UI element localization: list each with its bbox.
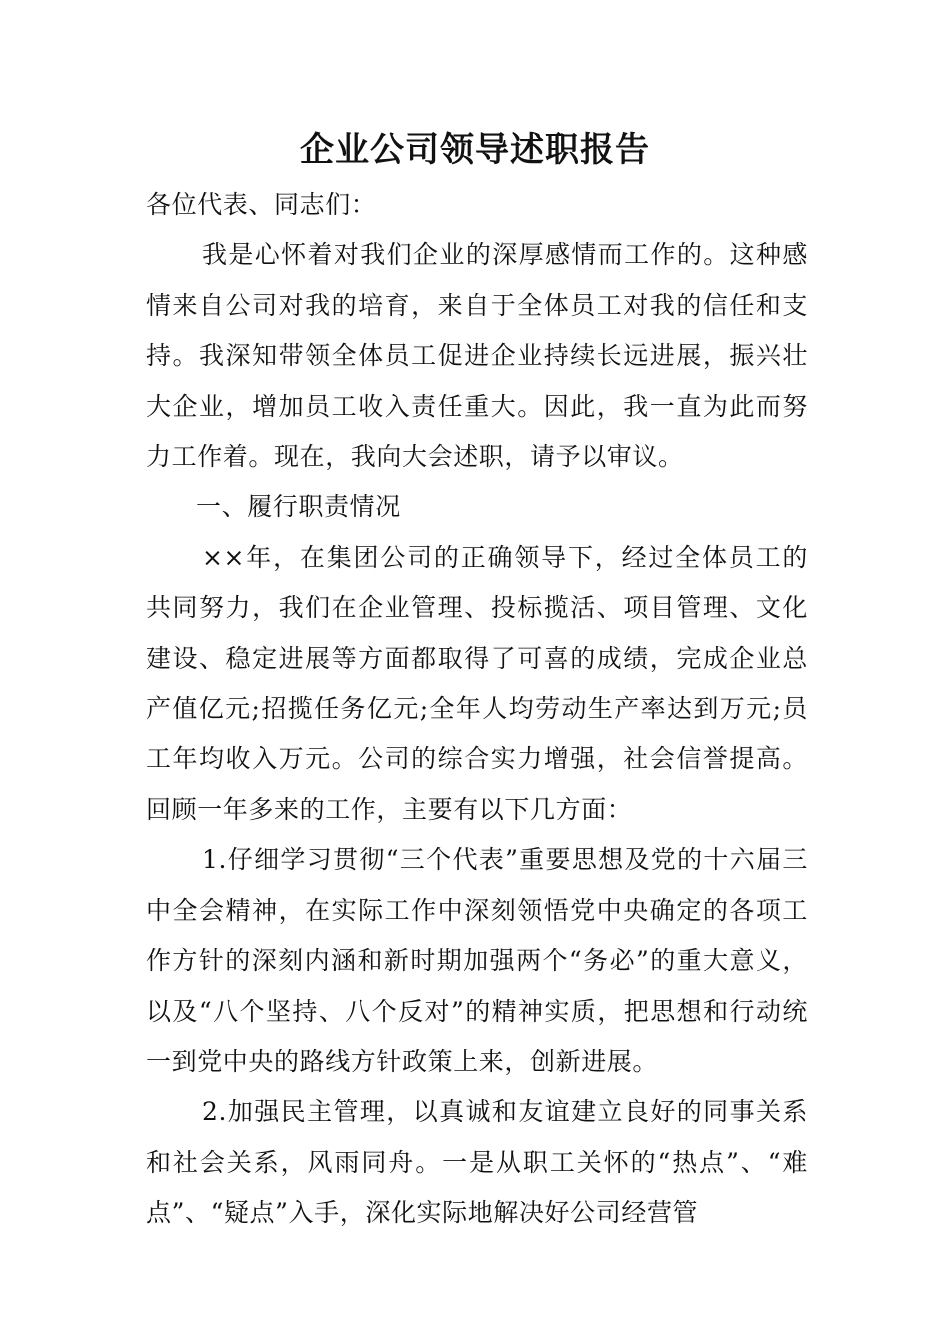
summary-paragraph: ××年，在集团公司的正确领导下，经过全体员工的共同努力，我们在企业管理、投标揽活、项目管理、文化建设、稳定进展等方面都取得了可喜的成绩，完成企业总产值亿元;招揽任务亿元;全年人均劳动生产率达到万元;员工年均收入万元。公司的综合实力增强，社会信誉提高。回顾一年多来的工作，主要有以下几方面： xyxy=(146,542,808,824)
document-body xyxy=(146,180,808,1239)
section-heading: 一、履行职责情况 xyxy=(196,492,401,522)
intro-paragraph: 我是心怀着对我们企业的深厚感情而工作的。这种感情来自公司对我的培育，来自于全体员工对我的信任和支持。我深知带领全体员工促进企业持续长远进展，振兴壮大企业，增加员工收入责任重大。因此，我一直为此而努力工作着。现在，我向大会述职，请予以审议。 xyxy=(146,240,808,472)
salutation: 各位代表、同志们： xyxy=(146,190,377,219)
item-1-paragraph: 1.仔细学习贯彻“三个代表”重要思想及党的十六届三中全会精神，在实际工作中深刻领悟党中央确定的各项工作方针的深刻内涵和新时期加强两个“务必”的重大意义，以及“八个坚持、八个反对”的精神实质，把思想和行动统一到党中央的路线方针政策上来，创新进展。 xyxy=(146,845,808,1076)
document-title: 企业公司领导述职报告 xyxy=(300,130,650,170)
item-2-paragraph: 2.加强民主管理，以真诚和友谊建立良好的同事关系和社会关系，风雨同舟。一是从职工关怀的“热点”、“难点”、“疑点”入手，深化实际地解决好公司经营管 xyxy=(146,1097,808,1228)
